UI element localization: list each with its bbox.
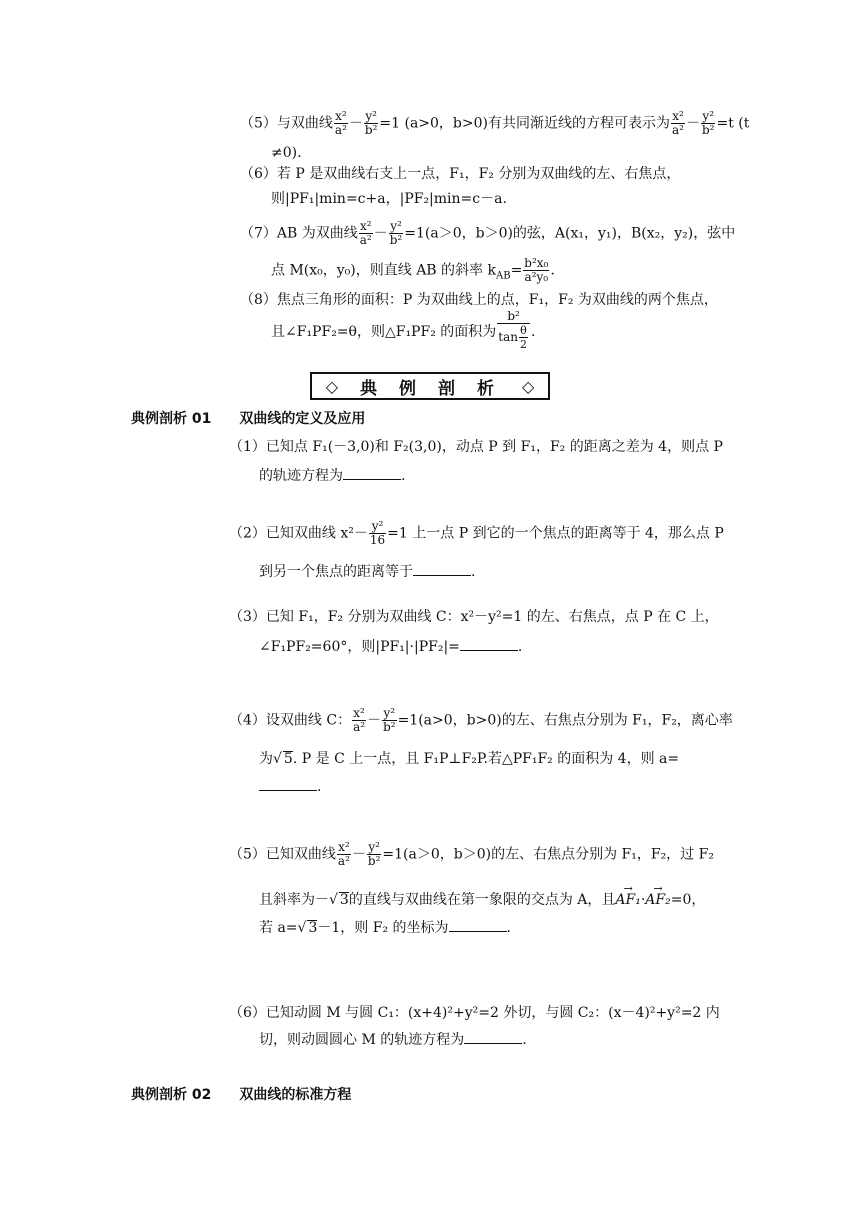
problem-5-line-1: （5）已知双曲线 $\frac{\text{x²}}{\text{a²}}$ － $\frac{\text{y²}}{\text{b²}}$ =1(a＞0，b＞0)的左、右焦点分别为 F₁，F₂，过 F₂ — [229, 840, 714, 868]
fraction: $\frac{\text{y²}}{\text{b²}}$ — [364, 109, 378, 137]
problem-6-line-1: （6）已知动圆 M 与圆 C₁：(x+4)²+y²=2 外切，与圆 C₂：(x－4)²+y²=2 内 — [229, 1005, 720, 1021]
problem-5-line-2: 且斜率为－√ 3的直线与双曲线在第一象限的交点为 A，且→ AF₁·→ AF₂=0， — [259, 890, 705, 910]
diamond-icon: ◇ — [325, 376, 338, 396]
problem-3-line-1: （3）已知 F₁，F₂ 分别为双曲线 C：x²－y²=1 的左、右焦点，点 P 在 C 上， — [229, 609, 719, 625]
problem-2-line-1: （2）已知双曲线 x²－ $\frac{\text{y²}}{16}$ =1 上一点 P 到它的一个焦点的距离等于 4，那么点 P — [229, 519, 724, 547]
property-5-line-2: ≠0). — [271, 145, 302, 161]
problem-4-line-1: （4）设双曲线 C： $\frac{\text{x²}}{\text{a²}}$ － $\frac{\text{y²}}{\text{b²}}$ =1(a>0，b>0)的左、右焦点分别为 F₁，F₂，离心率 — [229, 706, 733, 734]
problem-6-line-2: 切，则动圆圆心 M 的轨迹方程为 . — [259, 1032, 527, 1048]
problem-1-line-2: 的轨迹方程为 . — [259, 468, 406, 484]
vector-af2: → AF₂ — [645, 890, 670, 910]
answer-blank[interactable] — [449, 919, 507, 932]
vector-af1: → AF₁ — [615, 890, 640, 910]
section-heading-2: 典例剖析 02 双曲线的标准方程 — [131, 1087, 352, 1103]
problem-4-line-3: . — [259, 777, 321, 797]
fraction: $\frac{\text{y²}}{\text{b²}}$ — [389, 219, 403, 247]
property-7-line-2: 点 M(x₀，y₀)，则直线 AB 的斜率 $k_{AB}=$ $\frac{\text{b²x₀}}{\text{a²y₀}}$ . — [271, 256, 555, 284]
problem-5-line-3: 若 a=√ 3－1，则 F₂ 的坐标为 . — [259, 920, 511, 936]
section-banner — [310, 372, 550, 400]
property-7-line-1: （7）AB 为双曲线 $\frac{\text{x²}}{\text{a²}}$ － $\frac{\text{y²}}{\text{b²}}$ =1(a＞0，b＞0)的弦，A(x₁，y₁)，B(x₂，y₂)，弦中 — [240, 219, 736, 247]
slope-fraction: $\frac{\text{b²x₀}}{\text{a²y₀}}$ — [524, 256, 549, 284]
sqrt-icon: √ — [273, 751, 282, 767]
answer-blank[interactable] — [259, 778, 317, 791]
property-6-line-2: 则|PF₁|min=c+a，|PF₂|min=c－a. — [271, 191, 507, 207]
diamond-icon: ◇ — [522, 376, 535, 396]
section-heading-1: 典例剖析 01 双曲线的定义及应用 — [131, 411, 366, 427]
fraction: $\frac{\text{x²}}{\text{a²}}$ — [334, 109, 347, 137]
problem-3-line-2: ∠F₁PF₂=60°，则|PF₁|·|PF₂|= . — [259, 639, 523, 655]
problem-1-line-1: （1）已知点 F₁(－3,0)和 F₂(3,0)，动点 P 到 F₁，F₂ 的距离之差为 4，则点 P — [229, 439, 723, 455]
answer-blank[interactable] — [460, 638, 518, 651]
fraction: $\frac{\text{x²}}{\text{a²}}$ — [353, 706, 366, 734]
fraction: $\frac{\text{y²}}{16}$ — [369, 519, 386, 547]
sqrt-icon: √ — [329, 892, 338, 908]
problem-4-line-2: 为√ 5. P 是 C 上一点，且 F₁P⊥F₂P.若△PF₁F₂ 的面积为 4，则 a= — [259, 751, 680, 767]
fraction: $\frac{\text{y²}}{\text{b²}}$ — [701, 109, 715, 137]
property-8-line-2: 且∠F₁PF₂=θ，则△F₁PF₂ 的面积为 b² tan $\frac{\theta}{2}$ . — [271, 309, 536, 351]
area-fraction: b² tan $\frac{\theta}{2}$ — [497, 310, 530, 351]
fraction: $\frac{\text{x²}}{\text{a²}}$ — [672, 109, 684, 137]
answer-blank[interactable] — [343, 467, 401, 480]
banner-title: 典例剖析 — [360, 378, 516, 399]
property-6-line-1: （6）若 P 是双曲线右支上一点，F₁，F₂ 分别为双曲线的左、右焦点， — [240, 166, 681, 182]
property-5-line-1: （5）与双曲线 $\frac{\text{x²}}{\text{a²}}$ － $\frac{\text{y²}}{\text{b²}}$ =1 (a>0，b>0)有共同渐近线的方程可表示为 $\frac{\text{x²}}{\text{a²}}$ － $\frac{\text{y²}}{\text{b²}}$ =t (t — [240, 109, 750, 137]
fraction: $\frac{\text{y²}}{\text{b²}}$ — [383, 706, 396, 734]
fraction: $\frac{\text{x²}}{\text{a²}}$ — [337, 840, 350, 868]
fraction: $\frac{\text{x²}}{\text{a²}}$ — [359, 219, 372, 247]
problem-2-line-2: 到另一个焦点的距离等于 . — [259, 564, 476, 580]
sqrt-icon: √ — [297, 920, 307, 936]
answer-blank[interactable] — [413, 563, 471, 576]
property-8-line-1: （8）焦点三角形的面积：P 为双曲线上的点，F₁，F₂ 为双曲线的两个焦点， — [240, 292, 718, 308]
fraction: $\frac{\text{y²}}{\text{b²}}$ — [367, 840, 381, 868]
answer-blank[interactable] — [464, 1031, 522, 1044]
